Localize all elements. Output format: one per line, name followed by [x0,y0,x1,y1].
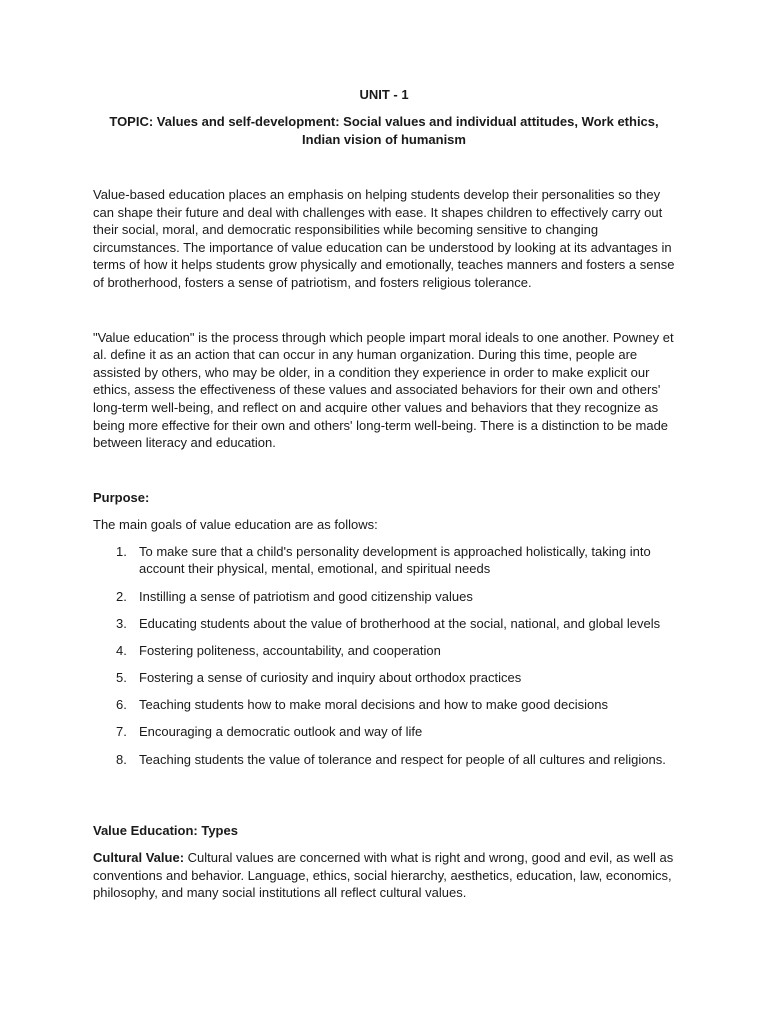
document-page [93,86,675,902]
list-number: 7. [116,724,127,740]
list-number: 1. [116,543,127,559]
list-item [93,615,675,633]
list-number: 6. [116,697,127,713]
list-text: To make sure that a child's personality development is approached holistically, taking into account their physical, mental, emotional, and spiritual needs [139,543,651,577]
unit-title: UNIT - 1 [359,87,409,102]
list-number: 3. [116,615,127,631]
list-item [93,696,675,714]
list-item [93,723,675,741]
list-item [93,642,675,660]
cultural-value-paragraph [93,849,675,902]
list-item [93,669,675,687]
list-item [93,751,675,769]
purpose-intro: The main goals of value education are as follows: [93,516,378,532]
list-item [93,588,675,606]
list-text: Fostering politeness, accountability, and cooperation [139,642,441,658]
list-number: 8. [116,751,127,767]
definition-paragraph: "Value education" is the process through which people impart moral ideals to one another. Powney et al. define it as an action that can occur in any human organization. During this time, people are assisted by others, who may be older, in a condition they experience in order to make explicit our ethics, assess the effectiveness of these values and associated behaviors for their own and others' long-term well-being, and reflect on and acquire other values and behaviors that they recognize as being more effective for their own and others' long-term well-being. There is a distinction to be made between literacy and education. [93,329,674,451]
list-text: Fostering a sense of curiosity and inquiry about orthodox practices [139,670,522,686]
list-item [93,543,675,578]
list-text: Educating students about the value of brotherhood at the social, national, and global levels [139,615,661,631]
types-heading: Value Education: Types [93,823,238,839]
list-text: Teaching students the value of tolerance and respect for people of all cultures and religions. [139,751,666,767]
list-number: 4. [116,642,127,658]
cultural-value-text: Cultural values are concerned with what is right and wrong, good and evil, as well as conventions and behavior. Language, ethics, social hierarchy, aesthetics, education, law, economics, philosophy, and many social institutions all reflect cultural values. [93,850,674,901]
intro-paragraph: Value-based education places an emphasis on helping students develop their personalities so they can shape their future and deal with challenges with ease. It shapes children to effectively carry out their social, moral, and democratic responsibilities while becoming sensitive to changing circumstances. The importance of value education can be understood by looking at its advantages in terms of how it helps students grow physically and emotionally, teaches manners and fosters a sense of brotherhood, fosters a sense of patriotism, and fosters religious tolerance. [93,187,675,290]
list-number: 2. [116,588,127,604]
purpose-heading: Purpose: [93,489,150,505]
goals-list [93,543,675,769]
list-number: 5. [116,670,127,686]
cultural-value-label: Cultural Value: [93,850,185,866]
list-text: Instilling a sense of patriotism and good citizenship values [139,588,473,604]
list-text: Encouraging a democratic outlook and way of life [139,724,423,740]
topic-heading: TOPIC: Values and self-development: Social values and individual attitudes, Work ethics, Indian vision of humanism [109,114,659,147]
list-text: Teaching students how to make moral decisions and how to make good decisions [139,697,608,713]
